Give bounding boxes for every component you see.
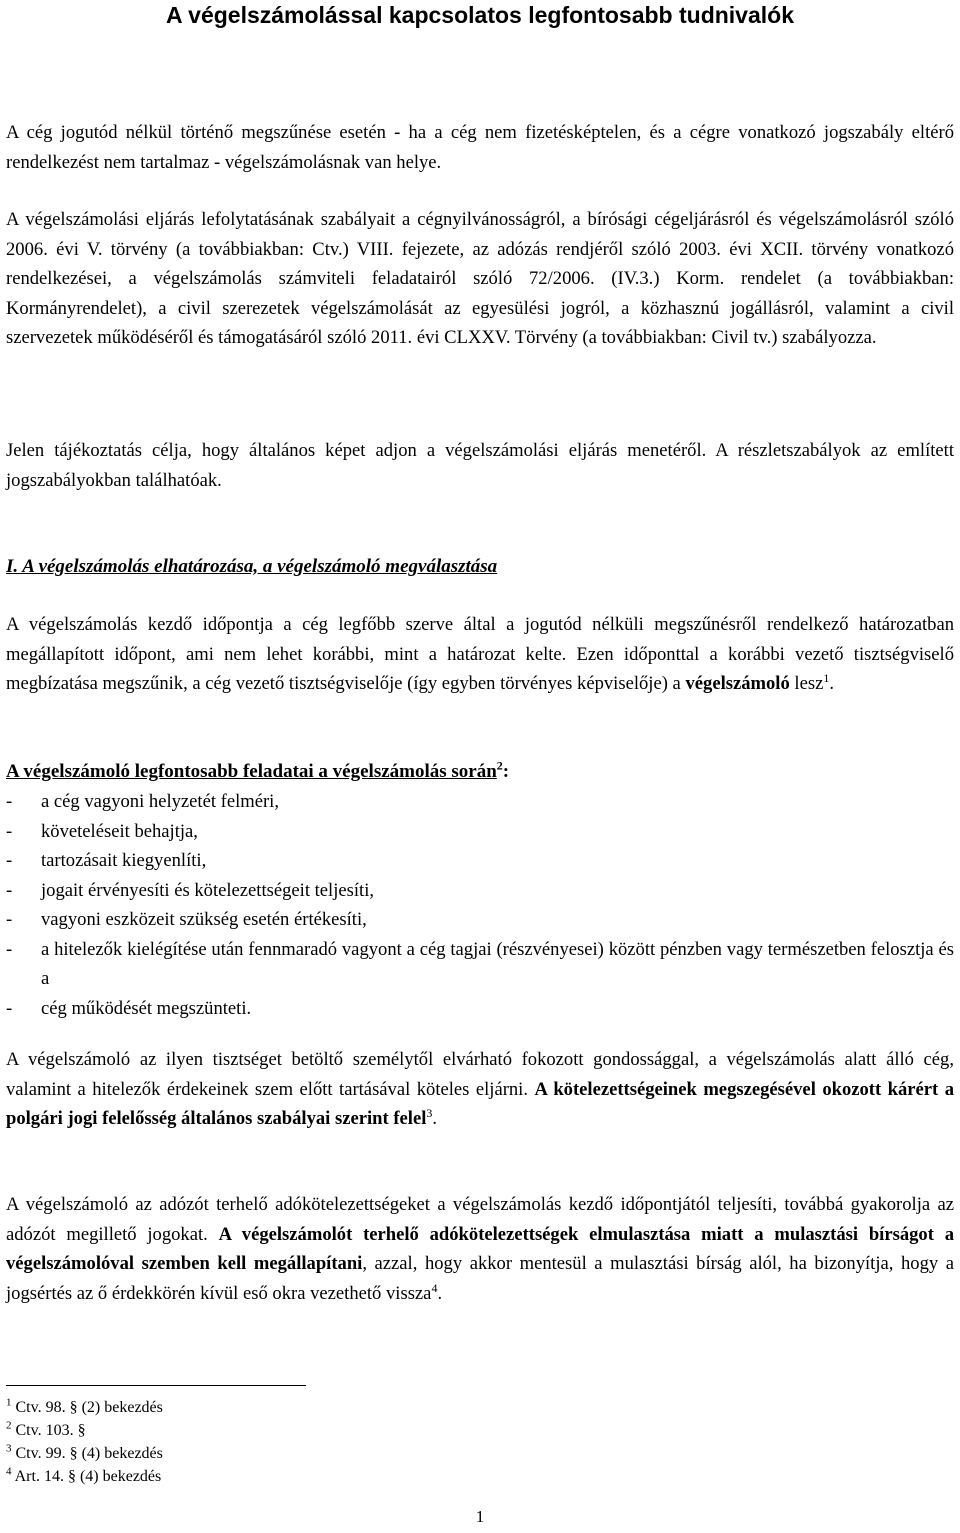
section-heading: I. A végelszámolás elhatározása, a végelszámoló megválasztása bbox=[6, 556, 498, 577]
tasks-heading bbox=[6, 757, 509, 786]
list-item bbox=[6, 935, 954, 994]
footnote-number: 2 bbox=[6, 1419, 12, 1432]
footnote-number: 4 bbox=[6, 1465, 12, 1478]
section-paragraph-3 bbox=[6, 1190, 954, 1308]
footnote-text: Ctv. 98. § (2) bekezdés bbox=[15, 1399, 163, 1416]
list-item bbox=[6, 787, 954, 817]
footnote-text: Ctv. 99. § (4) bekezdés bbox=[15, 1445, 163, 1462]
list-item bbox=[6, 905, 954, 935]
tasks-heading-text: A végelszámoló legfontosabb feladatai a végelszámolás során bbox=[6, 761, 497, 782]
list-item bbox=[6, 846, 954, 876]
dash-bullet: - bbox=[6, 820, 13, 842]
list-item bbox=[6, 994, 954, 1024]
footnote-text: Ctv. 103. § bbox=[15, 1422, 86, 1439]
footnote-2 bbox=[6, 1420, 86, 1442]
list-item-text: cég működését megszünteti. bbox=[41, 997, 252, 1019]
list-item-text: követeléseit behajtja, bbox=[41, 820, 198, 842]
footnote-text: Art. 14. § (4) bekezdés bbox=[14, 1468, 162, 1485]
paragraph-text: A végelszámoló az ilyen tisztséget betöltő személytől elvárható fokozott gondossággal, a végelszámolás alatt álló cég, valamint a hitelezők érdekeinek szem előtt tartásával köteles eljárni. bbox=[6, 1049, 954, 1100]
paragraph-end: . bbox=[432, 1108, 438, 1129]
paragraph-text: lesz bbox=[789, 673, 824, 694]
list-item-text: vagyoni eszközeit szükség esetén értékesíti, bbox=[41, 909, 367, 930]
dash-bullet: - bbox=[6, 909, 13, 930]
dash-bullet: - bbox=[6, 791, 13, 812]
footnote-3 bbox=[6, 1443, 163, 1465]
footnote-ref: 1 bbox=[823, 670, 830, 685]
footnote-number: 3 bbox=[6, 1442, 12, 1455]
footnote-4 bbox=[6, 1466, 161, 1488]
footnote-ref: 3 bbox=[426, 1105, 433, 1120]
tasks-heading-colon: : bbox=[502, 761, 510, 782]
list-item bbox=[6, 817, 954, 847]
dash-bullet: - bbox=[6, 997, 13, 1019]
footnote-separator bbox=[6, 1385, 306, 1386]
paragraph-text: A végelszámoló az adózót terhelő adókötelezettségeket a végelszámolás kezdő időpontjától teljesíti, továbbá gyakorolja az adózót megillető jogokat. bbox=[6, 1194, 954, 1245]
list-item-text: tartozásait kiegyenlíti, bbox=[41, 850, 207, 871]
footnote-1 bbox=[6, 1397, 163, 1419]
dash-bullet: - bbox=[6, 938, 13, 960]
intro-paragraph-1: A cég jogutód nélkül történő megszűnése esetén - ha a cég nem fizetésképtelen, és a cégre vonatkozó jogszabály eltérő rendelkezést nem tartalmaz - végelszámolásnak van helye. bbox=[6, 122, 954, 173]
footnote-ref: 4 bbox=[431, 1280, 438, 1295]
paragraph-end: . bbox=[437, 1282, 443, 1304]
list-item-text: a hitelezők kielégítése után fennmaradó vagyont a cég tagjai (részvényesei) között pénzben vagy természetben felosztja és a bbox=[41, 938, 954, 989]
dash-bullet: - bbox=[6, 850, 13, 871]
intro-paragraph-3: Jelen tájékoztatás célja, hogy általános képet adjon a végelszámolási eljárás menetéről. A részletszabályok az említett jogszabályokban találhatóak. bbox=[6, 440, 954, 491]
document-title: A végelszámolással kapcsolatos legfontosabb tudnivalók bbox=[166, 2, 794, 28]
section-paragraph-2 bbox=[6, 1045, 954, 1134]
paragraph-text: , azzal, hogy akkor mentesül a mulasztási bírság alól, ha bizonyítja, hogy a jogsértés az ő érdekkörén kívül eső okra vezethető vissza bbox=[6, 1253, 954, 1304]
paragraph-text: A végelszámolás kezdő időpontja a cég legfőbb szerve által a jogutód nélküli megszűnésről rendelkező határozatban megállapított időpont, ami nem lehet korábbi, mint a határozat kelte. Ezen időponttal a korábbi vezető tisztségviselő megbízatása megszűnik, a cég vezető tisztségviselője (így egyben törvényes képviselője) a bbox=[6, 614, 954, 694]
bold-statement: A kötelezettségeinek megszegésével okozott kárért a polgári jogi felelősség általános szabályai szerint felel bbox=[6, 1078, 954, 1129]
list-item bbox=[6, 876, 954, 906]
footnote-ref: 2 bbox=[496, 758, 503, 773]
dash-bullet: - bbox=[6, 879, 13, 901]
tasks-list bbox=[6, 787, 954, 1023]
paragraph-end: . bbox=[829, 673, 834, 694]
page-number: 1 bbox=[475, 1507, 485, 1526]
footnote-number: 1 bbox=[6, 1396, 12, 1409]
list-item-text: jogait érvényesíti és kötelezettségeit teljesíti, bbox=[41, 879, 375, 901]
bold-statement: A végelszámolót terhelő adókötelezettségek elmulasztása miatt a mulasztási bírságot a végelszámolóval szemben kell megállapítani bbox=[6, 1223, 954, 1274]
list-item-text: a cég vagyoni helyzetét felméri, bbox=[41, 791, 279, 812]
section-paragraph-1 bbox=[6, 610, 954, 699]
intro-paragraph-2: A végelszámolási eljárás lefolytatásának szabályait a cégnyilvánosságról, a bírósági cégeljárásról és végelszámolásról szóló 2006. évi V. törvény (a továbbiakban: Ctv.) VIII. fejezete, az adózás rendjéről szóló 2003. évi XCII. törvény vonatkozó rendelkezései, a végelszámolás számviteli feladatairól szóló 72/2006. (IV.3.) Korm. rendelet (a továbbiakban: Kormányrendelet), a civil szerezetek végelszámolását az egyesülési jogról, a közhasznú jogállásról, valamint a civil szervezetek működéséről és támogatásáról szóló 2011. évi CLXXV. Törvény (a továbbiakban: Civil tv.) szabályozza. bbox=[6, 209, 954, 348]
bold-term: végelszámoló bbox=[685, 673, 790, 694]
